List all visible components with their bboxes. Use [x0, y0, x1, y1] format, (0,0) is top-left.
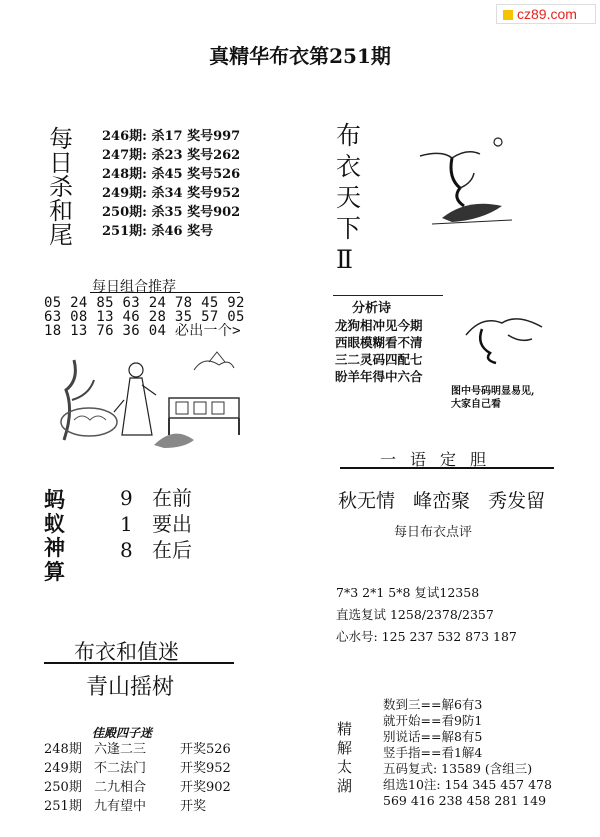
daily-kill-list: [102, 127, 240, 241]
buyi-tianxia-label: [336, 120, 366, 275]
list-item: [120, 485, 192, 511]
kill-value: 杀46: [151, 224, 183, 239]
period: 248期: [44, 742, 82, 757]
riddle-phrase: 九有望中: [94, 799, 147, 814]
jingjie-line: 数到三==解6有3: [383, 697, 483, 712]
list-item: [44, 797, 231, 816]
list-item: [102, 146, 240, 165]
poem-line: 龙狗相冲见今期: [335, 318, 423, 333]
recommend-line: 心水号: 125 237 532 873 187: [336, 629, 517, 644]
one-word-phrases: [338, 486, 557, 513]
label-char: 衣: [336, 152, 362, 181]
label-char: 杀: [49, 173, 73, 201]
label-char: 下: [336, 214, 362, 243]
list-item: [102, 222, 240, 241]
one-word-title: 一语定胆: [380, 450, 501, 469]
riddle-title: 佳殿四子迷: [92, 726, 153, 740]
period: 250期:: [102, 205, 147, 220]
prize-value: 开奖902: [180, 780, 231, 795]
poem-line: 西眼模糊看不清: [335, 335, 423, 350]
recommend-line: 7*3 2*1 5*8 复试12358: [336, 585, 480, 600]
period: 246期:: [102, 129, 147, 144]
riddle-phrase: 六逢二三: [94, 742, 147, 757]
daily-review-title: 每日布衣点评: [394, 525, 473, 540]
prize-value: 奖号262: [187, 148, 241, 163]
list-item: [102, 203, 240, 222]
divider: [340, 467, 554, 469]
page-title: 真精华布衣第251期: [209, 44, 391, 68]
daily-kill-label: [48, 127, 74, 247]
ant-num: 1: [120, 512, 133, 536]
jingjie-line: 别说话==解8有5: [383, 729, 483, 744]
note-line: 大家自己看: [451, 399, 501, 410]
label-char: 尾: [49, 221, 73, 249]
label-char: 蚂: [44, 487, 65, 512]
prize-value: 开奖: [180, 799, 207, 814]
analysis-poem-title: 分析诗: [352, 301, 392, 316]
combo-line: 63 08 13 46 28 35 57 05: [44, 309, 245, 325]
list-item: [102, 127, 240, 146]
jingjie-line: 竖手指==看1解4: [383, 745, 483, 760]
period: 248期:: [102, 167, 147, 182]
logo-square-icon: [503, 10, 513, 20]
period: 251期:: [102, 224, 147, 239]
site-logo[interactable]: [496, 4, 596, 24]
ant-god-list: [120, 485, 192, 563]
kill-value: 杀17: [151, 129, 183, 144]
logo-text: cz89.com: [517, 6, 577, 22]
combo-line: 05 24 85 63 24 78 45 92: [44, 295, 245, 311]
phrase: 秀发留: [488, 490, 546, 512]
buyi-value-title: 布衣和值迷: [74, 640, 179, 664]
analysis-poem-lines: [335, 317, 423, 385]
label-char: 每: [49, 125, 73, 153]
jingjie-taihu-lines: [383, 697, 552, 809]
phrase: 秋无情: [338, 490, 396, 512]
list-item: [44, 759, 231, 778]
phrase: 峰峦聚: [413, 490, 471, 512]
ant-num: 8: [120, 538, 133, 562]
poem-line: 三二灵码四配七: [335, 352, 423, 367]
label-char: 太: [337, 758, 353, 776]
label-char: 精: [337, 720, 353, 738]
label-char: 算: [44, 559, 65, 584]
riddle-phrase: 二九相合: [94, 780, 147, 795]
label-char: 解: [337, 739, 353, 757]
riddle-phrase: 不二法门: [94, 761, 147, 776]
jingjie-line: 五码复式: 13589 (含组三): [383, 761, 533, 776]
label-char: 湖: [337, 777, 353, 795]
divider: [44, 662, 234, 664]
recommend-lines: [336, 582, 517, 648]
ant-god-label: [44, 488, 70, 584]
list-item: [102, 184, 240, 203]
prize-value: 开奖526: [180, 742, 231, 757]
kill-value: 杀45: [151, 167, 183, 182]
label-char: 日: [49, 149, 73, 177]
note-line: 图中号码明显易见,: [451, 386, 535, 397]
jingjie-taihu-label: [337, 720, 355, 796]
prize-value: 奖号: [187, 224, 214, 239]
recommend-line: 直选复试 1258/2378/2357: [336, 607, 494, 622]
ant-num: 9: [120, 486, 133, 510]
list-item: [102, 165, 240, 184]
combo-line: 18 13 76 36 04 必出一个>: [44, 323, 241, 339]
list-item: [120, 537, 192, 563]
prize-value: 奖号526: [187, 167, 241, 182]
jingjie-line: 组选10注: 154 345 457 478: [383, 777, 552, 792]
poem-line: 盼羊年得中六合: [335, 369, 423, 384]
ant-text: 要出: [152, 512, 192, 536]
scholar-illustration: [44, 340, 254, 450]
divider: [333, 295, 443, 296]
ant-text: 在后: [152, 538, 192, 562]
mountain-sketch-illustration: [462, 305, 552, 365]
label-char: 和: [49, 197, 73, 225]
daily-combo-numbers: [44, 296, 245, 338]
prize-value: 奖号902: [187, 205, 241, 220]
period: 247期:: [102, 148, 147, 163]
label-char: 天: [336, 183, 362, 212]
period: 250期: [44, 780, 82, 795]
ant-text: 在前: [152, 486, 192, 510]
list-item: [44, 778, 231, 797]
label-char: 神: [44, 535, 65, 560]
period: 251期: [44, 799, 82, 814]
prize-value: 奖号952: [187, 186, 241, 201]
label-char: 布: [336, 121, 362, 150]
tree-sketch-illustration: [412, 128, 524, 228]
prize-value: 开奖952: [180, 761, 231, 776]
divider: [90, 292, 240, 293]
kill-value: 杀23: [151, 148, 183, 163]
riddle-list: [44, 740, 231, 816]
list-item: [44, 740, 231, 759]
label-char: 蚁: [44, 511, 65, 536]
analysis-poem-note: [451, 385, 534, 411]
daily-combo-title: 每日组合推荐: [92, 279, 176, 295]
period: 249期: [44, 761, 82, 776]
jingjie-line: 569 416 238 458 281 149: [383, 793, 547, 808]
jingjie-line: 就开始==看9防1: [383, 713, 483, 728]
label-char: Ⅱ: [336, 245, 353, 274]
buyi-value-subtitle: 青山摇树: [86, 675, 175, 700]
kill-value: 杀35: [151, 205, 183, 220]
kill-value: 杀34: [151, 186, 183, 201]
prize-value: 奖号997: [187, 129, 241, 144]
period: 249期:: [102, 186, 147, 201]
list-item: [120, 511, 192, 537]
